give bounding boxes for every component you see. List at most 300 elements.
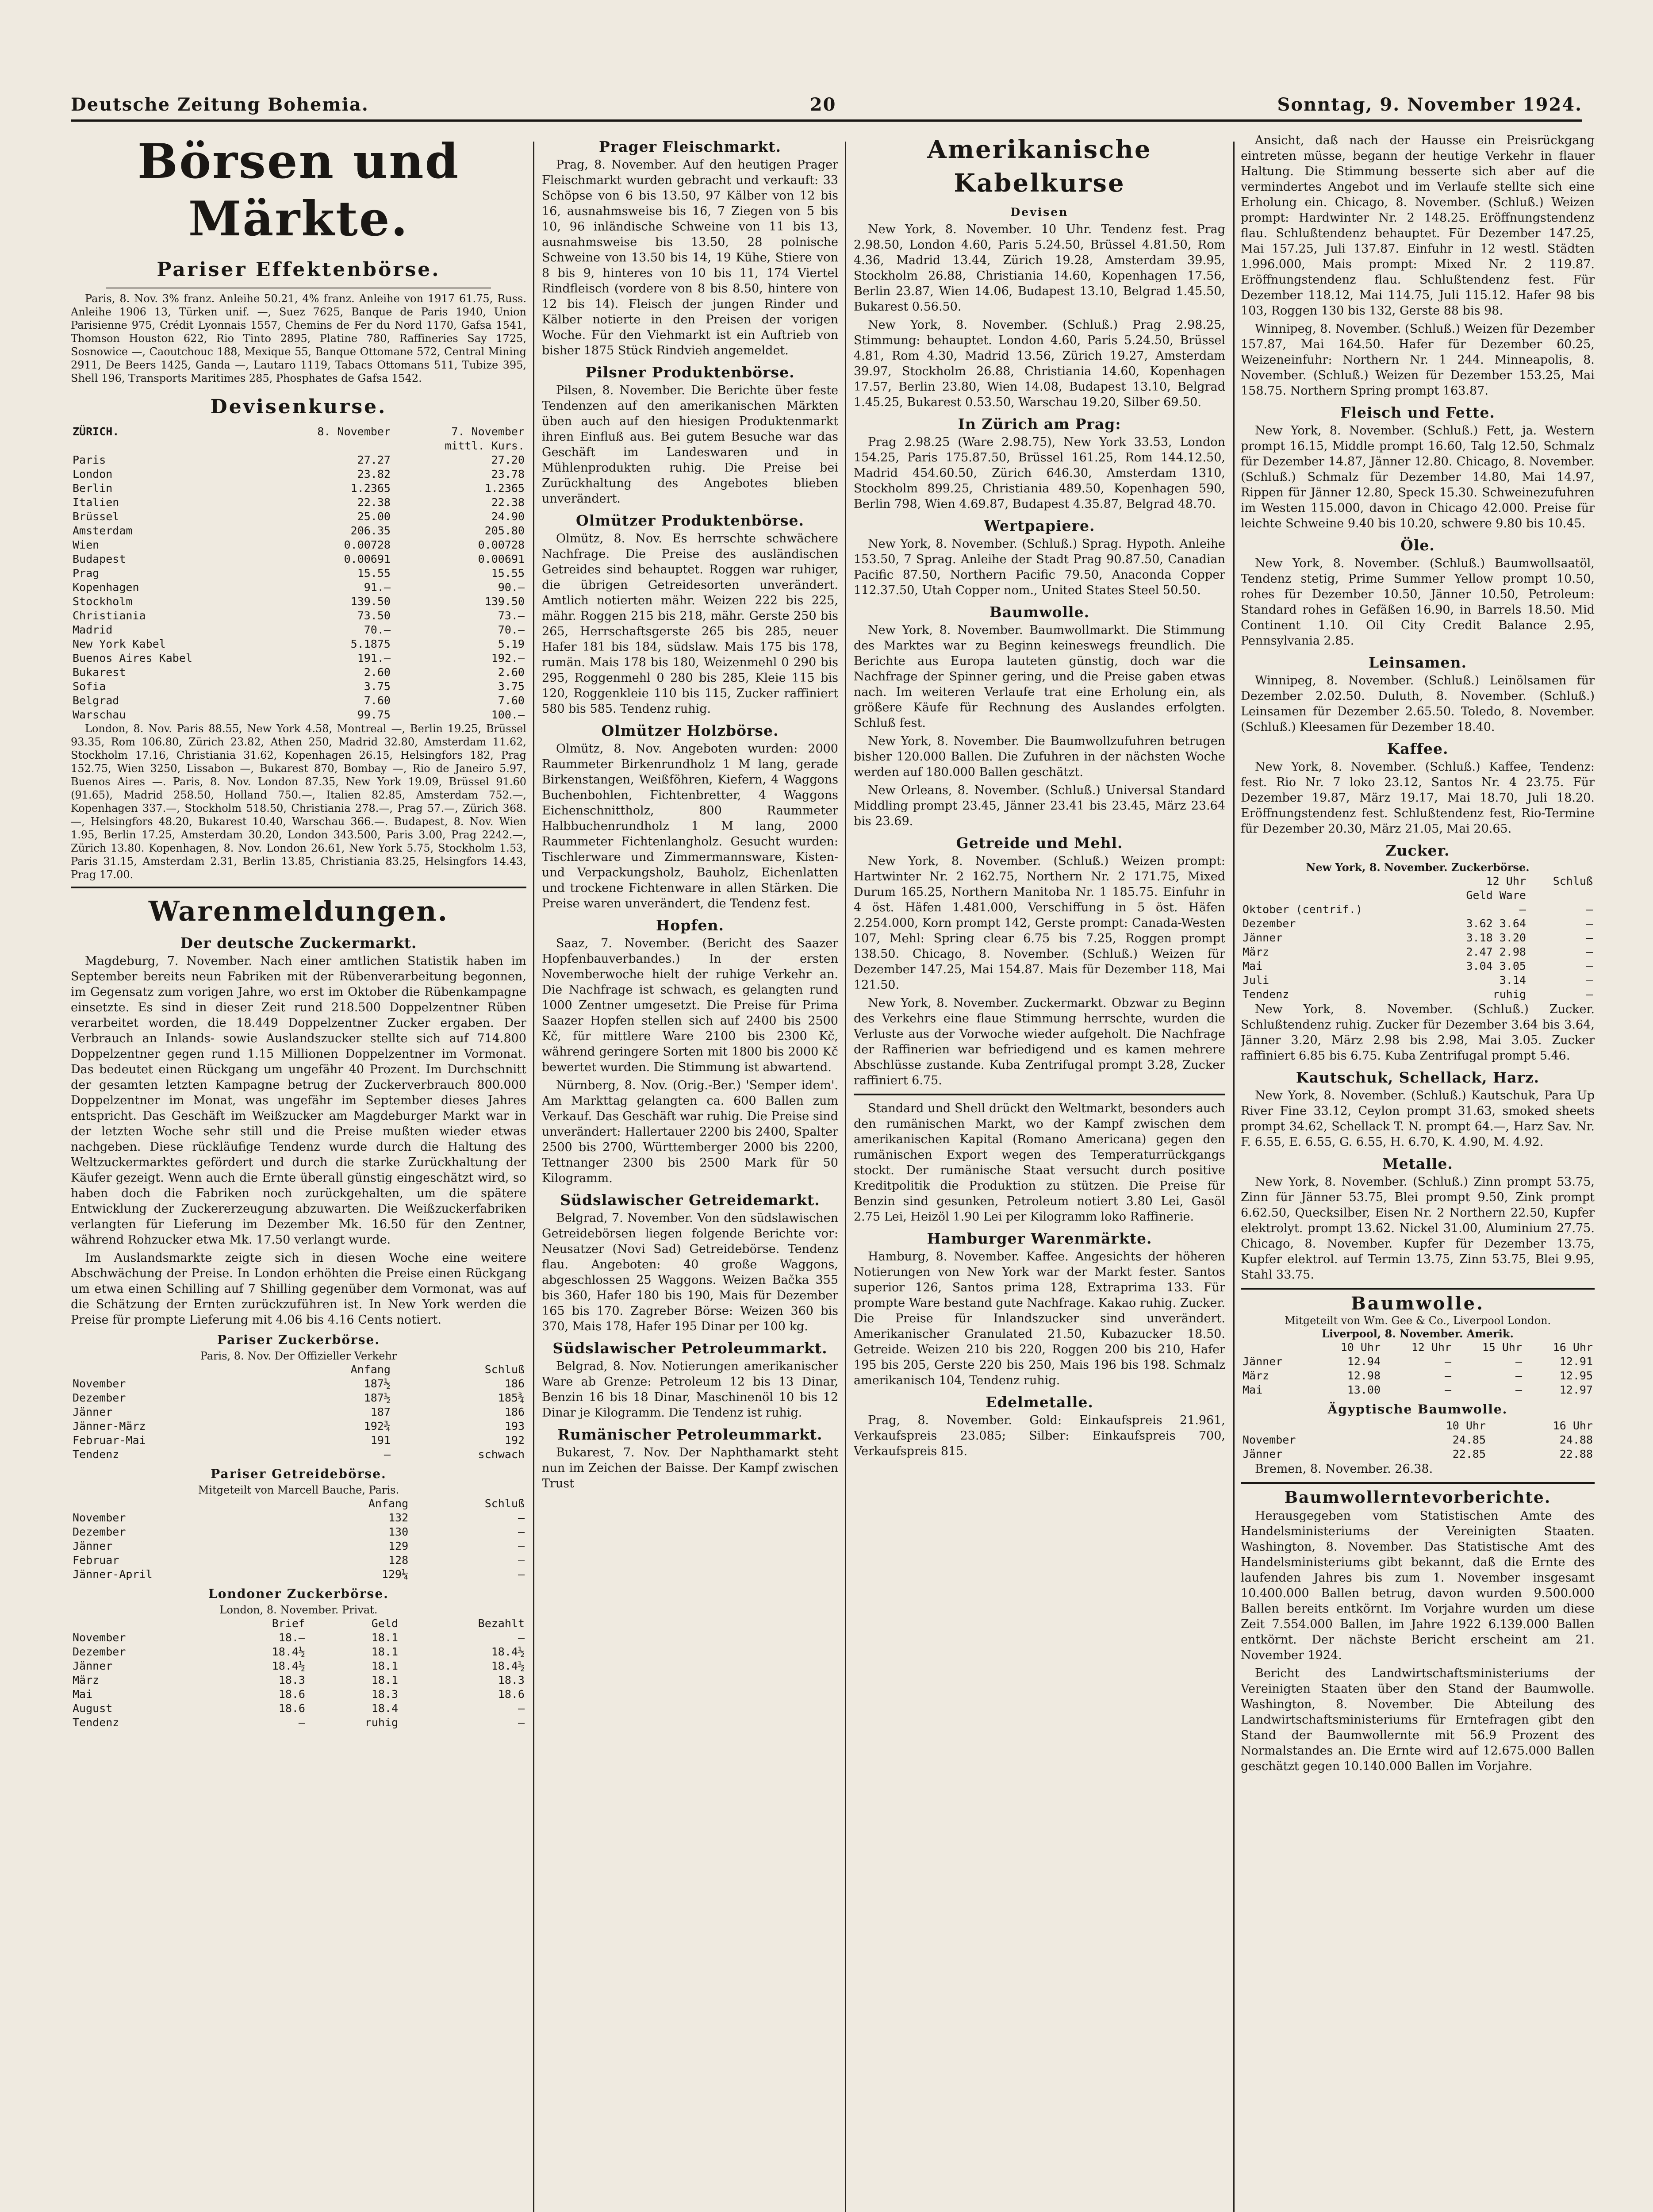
- aegyptische-table: [1241, 1419, 1595, 1461]
- table-cell: 130: [388, 1525, 409, 1538]
- table-cell: Mai: [73, 1688, 93, 1701]
- pariser-getreide-heading: Pariser Getreidebörse.: [211, 1467, 387, 1481]
- table-cell: London: [73, 468, 113, 480]
- fleischmarkt-text: Prag, 8. November. Auf den heutigen Prager Fleischmarkt wurden gebracht und verkauft: 33 Schöpse von 6 bis 13.50, 97 Kälber von 12 bis 16, ausnahmsweise bis 16, 7 Ziegen von 5 bis 10, 96 inländische Schweine von 11 bis 13, ausnahmsweise bis 13.50, 28 polnische Schweine von 13.50 bis 14, 19 Kühe, Stiere von 8 bis 9, hinteres von 10 bis 11, 174 Viertel Rindfleisch (vordere von 8 bis 8.50, hintere von 12 bis 14). Fleisch der jungen Rinder und Kälber notierte in den Preisen der vorigen Woche. Für den Viehmarkt ist ein Auftrieb von bisher 1875 Stück Rindvieh angemeldet.: [542, 158, 838, 357]
- leinsamen-heading: Leinsamen.: [1368, 654, 1467, 671]
- table-cell: Christiania: [73, 609, 146, 622]
- divider: [71, 887, 526, 888]
- liverpool-rows: [1241, 1355, 1595, 1397]
- lv-head-1: [1241, 1340, 1312, 1355]
- lz-head-3: Geld: [371, 1617, 399, 1630]
- londoner-zucker-heading: Londoner Zuckerbörse.: [208, 1586, 389, 1601]
- table-cell: Jänner: [1243, 1355, 1283, 1368]
- prag-text: Prag 2.98.25 (Ware 2.98.75), New York 33.53, London 154.25, Paris 175.87.50, Brüssel 161.25, Rom 144.12.50, Madrid 454.60.50, Zürich 646.30, Amsterdam 1310, Stockholm 899.25, Christiania 489.50, Kopenhagen 590, Berlin 798, Wien 4.69.87, Budapest 4.35.87, Belgrad 48.70.: [854, 435, 1225, 511]
- hamburg-text: Hamburg, 8. November. Kaffee. Angesichts der höheren Notierungen von New York war der Markt fester. Santos superior 126, Santos prima 128, Extraprima 133. Für prompte Ware bestand gute Nachfrage. Kakao ruhig. Zucker. Die Preise für Inlandszucker sind unverändert. Amerikanischer Granulated 21.50, Kubazucker 18.50. Getreide. Weizen 210 bis 220, Roggen 200 bis 210, Hafer 195 bis 205, Gerste 220 bis 250, Mais 196 bis 198. Schmalz amerikanisch 104, Tendenz ruhig.: [854, 1250, 1225, 1387]
- londoner-zucker-rows: [71, 1631, 526, 1730]
- table-row: [71, 1377, 526, 1391]
- table-row: [71, 1433, 526, 1448]
- table-cell: 18.4½: [491, 1659, 525, 1672]
- aegyptische-heading: Ägyptische Baumwolle.: [1327, 1402, 1508, 1417]
- baumwolle-text-2: New York, 8. November. Die Baumwollzufuhren betrugen bisher 120.000 Ballen. Die Zufuhren in der nächsten Woche werden auf 180.000 Ballen geschätzt.: [854, 734, 1225, 779]
- devisen-table: [71, 425, 526, 722]
- table-cell: 18.1: [371, 1674, 399, 1686]
- devisen-head-3: 7. November: [451, 425, 525, 438]
- section-title: Börsen und Märkte.: [137, 134, 460, 247]
- table-row: [1241, 945, 1595, 959]
- table-cell: 25.00: [357, 510, 391, 523]
- table-cell: Belgrad: [73, 694, 119, 707]
- table-cell: 22.38: [491, 496, 525, 509]
- table-cell: Warschau: [73, 708, 126, 721]
- olmuetz-text: Olmütz, 8. Nov. Es herrschte schwächere Nachfrage. Die Preise des ausländischen Getreides sind behauptet. Roggen war ruhiger, die übrigen Getreidesorten unverändert. Amtlich notierten mähr. Weizen 222 bis 225, mähr. Roggen 215 bis 218, mähr. Gerste 250 bis 265, Herrschaftsgerste 265 bis 285, neuer Hafer 181 bis 184, südslaw. Mais 175 bis 178, rumän. Mais 178 bis 180, Weizenmehl 0 290 bis 295, Roggenmehl 0 280 bis 285, Kleie 115 bis 120, Roggenkleie 110 bis 115, Zucker raffiniert 580 bis 585. Tendenz ruhig.: [542, 532, 838, 716]
- table-cell: Wien: [73, 538, 100, 551]
- table-cell: —: [1586, 988, 1593, 1001]
- lz-head-1: [71, 1617, 214, 1631]
- table-cell: Juli: [1243, 974, 1269, 987]
- table-row: [71, 1631, 526, 1645]
- oele-heading: Öle.: [1400, 537, 1435, 554]
- leinsamen-text: Winnipeg, 8. November. (Schluß.) Leinölsamen für Dezember 2.02.50. Duluth, 8. November. (Schluß.) Leinsamen für Dezember 2.65.50. Toledo, 8. November. (Schluß.) Kleesamen für Dezember 18.40.: [1241, 674, 1595, 734]
- getreidemarkt-heading: Südslawischer Getreidemarkt.: [560, 1191, 820, 1209]
- pariser-getreide-table: [71, 1497, 526, 1582]
- table-cell: ruhig: [1492, 988, 1526, 1001]
- table-cell: Mai: [1243, 960, 1263, 972]
- table-cell: Berlin: [73, 482, 113, 495]
- table-cell: —: [518, 1568, 525, 1581]
- table-cell: 7.60: [364, 694, 391, 707]
- table-cell: 186: [504, 1406, 525, 1418]
- table-cell: 18.6: [278, 1702, 305, 1715]
- table-cell: August: [73, 1702, 113, 1715]
- olmuetz-heading: Olmützer Produktenbörse.: [576, 512, 804, 529]
- winnipeg-text: Winnipeg, 8. November. (Schluß.) Weizen für Dezember 157.87, Mai 164.50. Hafer für Dezember 60.25, Weizeneinfuhr: Northern Nr. 1 244. Minneapolis, 8. November. (Schluß.) Weizen für Dezember 153.25, Mai 158.75. Northern Spring prompt 163.87.: [1241, 322, 1595, 398]
- table-cell: 18.1: [371, 1631, 399, 1644]
- pariser-zucker-sub: Paris, 8. Nov. Der Offizieller Verkehr: [200, 1350, 397, 1362]
- table-cell: 22.85: [1452, 1448, 1486, 1460]
- table-cell: Jänner-April: [73, 1568, 153, 1581]
- table-cell: 1.2365: [350, 482, 391, 495]
- kabelkurse-title: Amerikanische Kabelkurse: [927, 135, 1152, 198]
- table-cell: Jänner: [73, 1540, 113, 1552]
- table-cell: 192: [504, 1434, 525, 1447]
- ernte-heading: Baumwollerntevorberichte.: [1284, 1488, 1551, 1507]
- table-cell: Kopenhagen: [73, 581, 139, 594]
- table-cell: 12.98: [1347, 1369, 1381, 1382]
- table-cell: Februar-Mai: [73, 1434, 146, 1447]
- pariser-zucker-rows: [71, 1377, 526, 1462]
- table-row: [71, 1419, 526, 1433]
- table-cell: —: [1519, 903, 1526, 916]
- table-row: [71, 680, 526, 694]
- pz-head-1: [71, 1363, 276, 1377]
- baumwolle-heading: Baumwolle.: [989, 603, 1090, 621]
- table-cell: 0.00691: [478, 553, 525, 565]
- table-cell: November: [1243, 1433, 1296, 1446]
- petroleum-heading: Südslawischer Petroleummarkt.: [552, 1340, 828, 1357]
- table-cell: Jänner: [73, 1659, 113, 1672]
- table-row: [71, 1448, 526, 1462]
- table-cell: 18.1: [371, 1659, 399, 1672]
- table-cell: Tendenz: [73, 1448, 119, 1461]
- table-cell: —: [1515, 1383, 1522, 1396]
- table-cell: Jänner: [1243, 931, 1283, 944]
- table-cell: 0.00728: [344, 538, 391, 551]
- table-cell: Dezember: [73, 1525, 126, 1538]
- kaffee-heading: Kaffee.: [1387, 740, 1449, 757]
- table-cell: 139.50: [484, 595, 525, 608]
- table-cell: 0.00728: [478, 538, 525, 551]
- zt-head-3: Schluß: [1553, 875, 1593, 887]
- zucker-sub: New York, 8. November. Zuckerbörse.: [1306, 861, 1530, 874]
- table-row: [71, 481, 526, 495]
- londoner-zucker-table: [71, 1617, 526, 1730]
- table-cell: 5.1875: [350, 637, 391, 650]
- table-cell: 91.—: [364, 581, 391, 594]
- table-cell: —: [518, 1554, 525, 1567]
- page-number: 20: [809, 94, 836, 115]
- edelmetalle-text: Prag, 8. November. Gold: Einkaufspreis 21.961, Verkaufspreis 23.085; Silber: Einkaufspreis 700, Verkaufspreis 815.: [854, 1413, 1225, 1458]
- table-cell: 70.—: [364, 623, 391, 636]
- table-cell: —: [1444, 1369, 1451, 1382]
- pariser-getreide-sub: Mitgeteilt von Marcell Bauche, Paris.: [198, 1484, 399, 1496]
- table-row: [1241, 931, 1595, 945]
- table-cell: 129¼: [381, 1568, 409, 1581]
- table-cell: —: [1444, 1383, 1451, 1396]
- table-cell: Jänner-März: [73, 1420, 146, 1432]
- fleisch-fette-text: New York, 8. November. (Schluß.) Fett, ja. Western prompt 16.15, Middle prompt 16.60, Talg 12.50, Schmalz für Dezember 14.87, Jänner 12.80. Chicago, 8. November. (Schluß.) Schmalz für Dezember 14.80, Mai 14.97, Rippen für Jänner 12.80, Speck 15.30. Schweinezufuhren im Westen 115.000, davon in Chicago 42.000. Preise für leichte Schweine 9.40 bis 10.20, schwere 9.80 bis 10.45.: [1241, 424, 1595, 530]
- table-cell: ruhig: [364, 1716, 399, 1729]
- table-cell: —: [1586, 917, 1593, 930]
- ernte-text-2: Bericht des Landwirtschaftsministeriums der Vereinigten Staaten über den Stand der Baumwolle. Washington, 8. November. Die Abteilung des Landwirtschaftsministeriums für Erntefragen gibt den Stand der Baumwollernte mit 56.9 Prozent des Normalstandes an. Die Ernte wird auf 12.675.000 Ballen geschätzt gegen 10.140.000 Ballen im Vorjahre.: [1241, 1667, 1595, 1773]
- londoner-zucker-sub: London, 8. November. Privat.: [219, 1604, 378, 1616]
- table-cell: 73.—: [498, 609, 525, 622]
- table-row: [71, 580, 526, 595]
- zuckermarkt-heading: Der deutsche Zuckermarkt.: [180, 934, 417, 952]
- table-row: [71, 1567, 526, 1582]
- table-cell: —: [1586, 931, 1593, 944]
- masthead: Deutsche Zeitung Bohemia.: [71, 94, 369, 115]
- table-cell: 15.55: [491, 567, 525, 580]
- table-row: [71, 1511, 526, 1525]
- table-cell: 18.1: [371, 1645, 399, 1658]
- table-cell: 18.4½: [272, 1659, 305, 1672]
- lz-head-2: Brief: [272, 1617, 305, 1630]
- fleisch-fette-heading: Fleisch und Fette.: [1340, 404, 1495, 421]
- table-row: [71, 1391, 526, 1405]
- pariser-effekten-heading: Pariser Effektenbörse.: [157, 258, 441, 281]
- zucker-heading: Zucker.: [1385, 842, 1450, 859]
- table-row: [71, 495, 526, 510]
- table-row: [1241, 959, 1595, 973]
- ag-head-1: [1241, 1419, 1381, 1433]
- table-cell: 3.04 3.05: [1466, 960, 1526, 972]
- lz-head-4: Bezahlt: [478, 1617, 525, 1630]
- nuernberg-text: Nürnberg, 8. Nov. (Orig.-Ber.) 'Semper idem'. Am Markttag gelangten ca. 600 Ballen zum Verkauf. Das Geschäft war ruhig. Die Preise sind unverändert: Hallertauer 2200 bis 2400, Spalter 2500 bis 2700, Württemberger 2000 bis 2200, Tettnanger 2300 bis 2500 Mark für 50 Kilogramm.: [542, 1079, 838, 1185]
- pg-head-1: [71, 1497, 294, 1511]
- metalle-heading: Metalle.: [1382, 1155, 1453, 1172]
- table-row: [71, 665, 526, 680]
- pariser-getreide-rows: [71, 1511, 526, 1582]
- getreidemarkt-text: Belgrad, 7. November. Von den südslawischen Getreidebörsen liegen folgende Berichte vor: Neusatzer (Novi Sad) Getreidebörse. Tendenz flau. Angeboten: 40 große Waggons, abgeschlossen 25 Waggons. Weizen Bačka 355 bis 360, Hafer 180 bis 190, Mais für Dezember 165 bis 170. Zagreber Börse: Weizen 360 bis 370, Mais 178, Hafer 195 Dinar per 100 kg.: [542, 1211, 838, 1333]
- table-cell: 185¾: [498, 1391, 525, 1404]
- table-cell: 2.47 2.98: [1466, 945, 1526, 958]
- zuckermarkt-text: Magdeburg, 7. November. Nach einer amtlichen Statistik haben im September bereits neun Fabriken mit der Rübenverarbeitung begonnen, im Gegensatz zum vorigen Jahre, wo erst im Oktober die Rübenkampagne einsetzte. Es sind in dieser Zeit rund 218.500 Doppelzentner Rüben verarbeitet worden, die 18.449 Doppelzentner Zucker ergaben. Der Verbrauch an Inlands- sowie Auslandszucker stellte sich auf 714.800 Doppelzentner gegen rund 1.15 Millionen Doppelzentner im Vormonat. Das bedeutet einen Rückgang um ungefähr 40 Prozent. Im Durchschnitt der gesamten letzten Kampagne betrug der Zuckerverbrauch 800.000 Doppelzentner im Monat, was ungefähr im September dieses Jahres entspricht. Das Geschäft im Weißzucker am Magdeburger Markt war in der letzten Woche sehr still und die Preise mußten wieder etwas nachgeben. Diese rückläufige Tendenz wurde durch die Haltung des Weltzuckermarktes gefördert und durch die starke Zurückhaltung der Käufer gezeigt. Wenn auch die Ernte überall günstig eingeschätzt wird, so haben doch die Fabriken noch zurückgehalten, um die spätere Entwicklung der Zuckererzeugung abzuwarten. Die Weißzuckerfabriken verlangten für Lieferung im Dezember Mk. 16.50 für den Zentner, während Rohzucker etwa Mk. 17.50 verlangt wurde.: [71, 954, 526, 1247]
- bremen-text: Bremen, 8. November. 26.38.: [1255, 1462, 1433, 1476]
- table-cell: —: [1444, 1355, 1451, 1368]
- fleischmarkt-heading: Prager Fleischmarkt.: [599, 138, 781, 155]
- table-cell: —: [384, 1448, 391, 1461]
- table-cell: —: [1515, 1355, 1522, 1368]
- table-cell: —: [1515, 1369, 1522, 1382]
- table-row: [1241, 1369, 1595, 1383]
- table-cell: 18.3: [371, 1688, 399, 1701]
- column-rule: [533, 142, 534, 2212]
- ny-devisen-text-2: New York, 8. November. (Schluß.) Prag 2.98.25, Stimmung: behauptet. London 4.60, Paris 5.24.50, Brüssel 4.81, Rom 4.30, Madrid 13.56, Zürich 19.27, Amsterdam 39.97, Stockholm 26.88, Christiania 14.60, Kopenhagen 17.57, Berlin 23.80, Wien 14.08, Budapest 13.10, Belgrad 1.45.25, Bukarest 0.53.50, Warschau 19.20, Silber 69.50.: [854, 318, 1225, 409]
- getreide-text: New York, 8. November. (Schluß.) Weizen prompt: Hartwinter Nr. 2 162.75, Northern Nr. 2 171.75, Mixed Durum 165.25, Northern Manitoba Nr. 1 185.75. Einfuhr in 4 öst. Häfen 1.481.000, Verschiffung in 5 öst. Häfen 2.254.000, Korn prompt 142, Gerste prompt: Canada-Westen 107, Mehl: Spring clear 6.75 bis 7.25, Roggen prompt 138.50. Chicago, 8. November. (Schluß.) Weizen für Dezember 147.25, Mai 154.87. Mais für Dezember 118, Mai 121.50.: [854, 854, 1225, 992]
- table-cell: 3.62 3.64: [1466, 917, 1526, 930]
- chicago-text: Ansicht, daß nach der Hausse ein Preisrückgang eintreten müsse, begann der heutige Verkehr in flauer Haltung. Die Stimmung besserte sich aber auf die vermindertes Angebot und im Verlaufe stellte sich eine Erholung ein. Chicago, 8. November. (Schluß.) Weizen prompt: Hardwinter Nr. 2 148.25. Eröffnungstendenz flau. Schlußtendenz behauptet. Für Dezember 147.25, Mai 157.25, Juli 137.87. Einfuhr in 12 westl. Städten 1.996.000, Mais prompt: Mixed Nr. 2 119.87. Eröffnungstendenz flau. Schlußtendenz fest. Für Dezember 118.12, Mai 114.75, Juli 115.12. Hafer 98 bis 103, Roggen 130 bis 132, Gerste 88 bis 98.: [1241, 134, 1595, 318]
- table-cell: 18.4: [371, 1702, 399, 1715]
- liverpool-sub: Liverpool, 8. November. Amerik.: [1322, 1327, 1514, 1340]
- table-cell: 100.—: [491, 708, 525, 721]
- date-line: Sonntag, 9. November 1924.: [1277, 94, 1582, 115]
- table-cell: 3.18 3.20: [1466, 931, 1526, 944]
- ernte-text: Herausgegeben vom Statistischen Amte des Handelsministeriums der Vereinigten Staaten. Washington, 8. November. Das Statistische Amt des Handelsministeriums gibt bekannt, daß die Ernte des laufenden Jahres bis zum 1. November insgesamt 10.400.000 Ballen betrug, davon wurden 9.500.000 Ballen bereits entkörnt. Im Vorjahre wurden um diese Zeit 7.554.000 Ballen, im Jahre 1922 6.139.000 Ballen entkörnt. Der nächste Bericht erscheint am 21. November 1924.: [1241, 1509, 1595, 1662]
- devisenkurse-heading: Devisenkurse.: [210, 396, 387, 418]
- ny-devisen-text: New York, 8. November. 10 Uhr. Tendenz fest. Prag 2.98.50, London 4.60, Paris 5.24.50, Brüssel 4.81.50, Rom 4.36, Madrid 13.44, Zürich 19.28, Amsterdam 39.95, Stockholm 26.88, Christiania 14.60, Kopenhagen 17.56, Berlin 23.87, Wien 14.06, Budapest 13.10, Belgrad 1.45.50, Bukarest 0.56.50.: [854, 223, 1225, 314]
- pilsen-text: Pilsen, 8. November. Die Berichte über feste Tendenzen auf den amerikanischen Märkten üben auch auf den hiesigen Produktenmarkt ihren Einfluß aus. Bei gutem Besuche war das Geschäft im Landeswaren und in Mühlenprodukten ruhig. Die Preise bei Zurückhaltung des Angebotes blieben unverändert.: [542, 384, 838, 506]
- table-cell: —: [298, 1716, 305, 1729]
- table-row: [71, 1539, 526, 1553]
- table-cell: —: [1586, 945, 1593, 958]
- table-cell: 12.91: [1559, 1355, 1593, 1368]
- table-cell: Amsterdam: [73, 524, 133, 537]
- table-row: [1241, 1383, 1595, 1397]
- devisen-label: Devisen: [1010, 206, 1069, 219]
- table-cell: 186: [504, 1377, 525, 1390]
- table-cell: 18.—: [278, 1631, 305, 1644]
- divider: [854, 1094, 1225, 1095]
- table-row: [71, 1673, 526, 1687]
- table-cell: 13.00: [1347, 1383, 1381, 1396]
- holzboerse-heading: Olmützer Holzbörse.: [601, 722, 779, 739]
- table-cell: 128: [388, 1554, 409, 1567]
- table-cell: 24.90: [491, 510, 525, 523]
- table-row: [71, 524, 526, 538]
- table-cell: Brüssel: [73, 510, 119, 523]
- table-row: [71, 1659, 526, 1673]
- table-cell: Jänner: [73, 1406, 113, 1418]
- table-cell: Prag: [73, 567, 100, 580]
- table-cell: 139.50: [350, 595, 391, 608]
- table-cell: 3.75: [498, 680, 525, 693]
- table-cell: New York Kabel: [73, 637, 166, 650]
- table-cell: 206.35: [350, 524, 391, 537]
- table-cell: Tendenz: [1243, 988, 1289, 1001]
- table-cell: 12.95: [1559, 1369, 1593, 1382]
- table-cell: 18.3: [278, 1674, 305, 1686]
- table-row: [71, 609, 526, 623]
- table-cell: 24.85: [1452, 1433, 1486, 1446]
- header-rule: [71, 119, 1582, 122]
- table-cell: Italien: [73, 496, 119, 509]
- table-cell: 23.82: [357, 468, 391, 480]
- table-cell: 193: [504, 1420, 525, 1432]
- table-row: [1241, 987, 1595, 1002]
- table-cell: 99.75: [357, 708, 391, 721]
- table-cell: —: [518, 1631, 525, 1644]
- table-cell: —: [1586, 974, 1593, 987]
- petroleum-continued-text: Standard und Shell drückt den Weltmarkt, besonders auch den rumänischen Markt, wo der Kampf zwischen dem amerikanischen Kapital (Romano Americana) gegen den rumänischen Export wegen des Temperaturrückgangs stockt. Der rumänische Staat versucht durch positive Kreditpolitik die Produktion zu stützen. Die Preise für Benzin sind gesunken, Petroleum notiert 3.80 Lei, Gasöl 2.75 Lei, Heizöl 1.90 Lei per Kilogramm loko Raffinerie.: [854, 1102, 1225, 1224]
- aegyptische-rows: [1241, 1433, 1595, 1461]
- table-cell: 15.55: [357, 567, 391, 580]
- table-row: [71, 1405, 526, 1419]
- column-rule: [1233, 142, 1235, 2212]
- edelmetalle-heading: Edelmetalle.: [986, 1394, 1093, 1411]
- table-cell: November: [73, 1377, 126, 1390]
- pz-head-3: Schluß: [484, 1363, 525, 1376]
- pg-head-2: Anfang: [368, 1497, 409, 1510]
- table-row: [71, 566, 526, 580]
- table-row: [1241, 973, 1595, 987]
- table-row: [71, 708, 526, 722]
- table-cell: —: [518, 1540, 525, 1552]
- devisen-head-2: 8. November: [317, 425, 391, 438]
- ag-head-2: 10 Uhr: [1446, 1419, 1486, 1432]
- table-cell: 191: [370, 1434, 391, 1447]
- table-row: [71, 538, 526, 552]
- wertpapiere-heading: Wertpapiere.: [984, 517, 1095, 534]
- table-row: [71, 1716, 526, 1730]
- table-cell: Bukarest: [73, 666, 126, 679]
- getreide-heading: Getreide und Mehl.: [956, 834, 1123, 852]
- table-cell: 70.—: [498, 623, 525, 636]
- table-cell: Dezember: [1243, 917, 1296, 930]
- table-cell: 191.—: [357, 652, 391, 664]
- table-cell: Februar: [73, 1554, 119, 1567]
- rum-petroleum-text: Bukarest, 7. Nov. Der Naphthamarkt steht nun im Zeichen der Baisse. Der Kampf zwischen Trust: [542, 1446, 838, 1490]
- table-cell: —: [518, 1511, 525, 1524]
- wertpapiere-text: New York, 8. November. (Schluß.) Sprag. Hypoth. Anleihe 153.50, 7 Sprag. Anleihe der Stadt Prag 90.87.50, Canadian Pacific 87.50, Northern Pacific 79.50, Anaconda Copper 112.37.50, Utah Copper nom., United States Steel 50.50.: [854, 537, 1225, 597]
- devisen-text: London, 8. Nov. Paris 88.55, New York 4.58, Montreal —, Berlin 19.25, Brüssel 93.35, Rom 106.80, Zürich 23.82, Athen 250, Madrid 32.80, Amsterdam 11.62, Stockholm 17.16, Christiania 31.62, Kopenhagen 26.15, Helsingfors 182, Prag 152.75, Wien 3250, Lissabon —, Bukarest 870, Bombay —, Rio de Janeiro 5.97, Buenos Aires —. Paris, 8. Nov. London 87.35, New York 19.09, Brüssel 91.60 (91.65), Madrid 258.50, Holland 750.—, Italien 82.85, Amsterdam 752.—, Kopenhagen 337.—, Stockholm 518.50, Christiania 278.—, Prag 57.—, Zürich 368.—, Helsingfors 48.20, Bukarest 10.40, Warschau 366.—. Budapest, 8. Nov. Wien 1.95, Berlin 17.25, Amsterdam 30.20, London 343.500, Paris 3.00, Prag 2242.—, Zürich 13.80. Kopenhagen, 8. Nov. London 26.61, New York 5.75, Stockholm 1.53, Paris 31.15, Amsterdam 2.31, Berlin 13.85, Christiania 83.25, Helsingfors 14.43, Prag 17.00.: [71, 722, 526, 881]
- table-row: [71, 1687, 526, 1701]
- petroleum-text: Belgrad, 8. Nov. Notierungen amerikanischer Ware ab Grenze: Petroleum 12 bis 13 Dinar, Benzin 16 bis 18 Dinar, Maschinenöl 10 bis 12 Dinar je Kilogramm. Die Tendenz ist ruhig.: [542, 1359, 838, 1420]
- devisen-subhead: mittl. Kurs.: [445, 439, 525, 452]
- metalle-text: New York, 8. November. (Schluß.) Zinn prompt 53.75, Zinn für Jänner 53.75, Blei prompt 9.50, Zink prompt 6.62.50, Quecksilber, Eisen Nr. 2 Northern 22.50, Kupfer elektrolyt. prompt 13.62. Nickel 31.00, Aluminium 27.75. Chicago, 8. November. Kupfer für Dezember 13.75, Kupfer elektrol. auf Termin 13.75, Zinn 53.75, Blei 9.95, Stahl 33.75.: [1241, 1175, 1595, 1282]
- table-row: [71, 595, 526, 609]
- column-2: [542, 133, 838, 2212]
- table-cell: 192¾: [364, 1420, 391, 1432]
- table-cell: 132: [388, 1511, 409, 1524]
- column-1: [71, 133, 526, 2212]
- table-row: [1241, 917, 1595, 931]
- table-cell: 27.20: [491, 453, 525, 466]
- table-row: [71, 510, 526, 524]
- table-cell: —: [518, 1716, 525, 1729]
- rum-petroleum-heading: Rumänischer Petroleummarkt.: [557, 1426, 823, 1443]
- baumwolle-text: New York, 8. November. Baumwollmarkt. Die Stimmung des Marktes war zu Beginn keineswegs freundlich. Die Berichte aus Europa lauteten günstig, doch war die Nachfrage der Spinner gering, und die Preise gaben etwas nach. Im weiteren Verlaufe trat eine Erholung ein, als größere Käufe für Rechnung des Auslandes erfolgten. Schluß fest.: [854, 623, 1225, 730]
- divider: [1241, 1482, 1595, 1484]
- table-row: [1241, 1355, 1595, 1369]
- pz-head-2: Anfang: [350, 1363, 391, 1376]
- oele-text: New York, 8. November. (Schluß.) Baumwollsaatöl, Tendenz stetig, Prime Summer Yellow prompt 10.50, rohes für Dezember 10.50, Jänner 10.50, Petroleum: Standard rohes in Gefäßen 16.90, in Barrels 18.50. Mid Continent 1.10. Oil City Credit Balance 2.95, Pennsylvania 2.85.: [1241, 557, 1595, 648]
- ag-head-3: 16 Uhr: [1553, 1419, 1593, 1432]
- pariser-zucker-heading: Pariser Zuckerbörse.: [217, 1333, 380, 1347]
- table-cell: —: [1586, 903, 1593, 916]
- table-cell: 18.4½: [491, 1645, 525, 1658]
- table-cell: 2.60: [364, 666, 391, 679]
- table-row: [71, 651, 526, 665]
- table-cell: 187½: [364, 1377, 391, 1390]
- table-cell: November: [73, 1511, 126, 1524]
- table-cell: 129: [388, 1540, 409, 1552]
- lv-head-5: 16 Uhr: [1553, 1341, 1593, 1354]
- zt-head-1: [1241, 874, 1431, 888]
- table-cell: Mai: [1243, 1383, 1263, 1396]
- table-cell: 1.2365: [484, 482, 525, 495]
- table-cell: Sofia: [73, 680, 106, 693]
- table-row: [71, 1525, 526, 1539]
- table-cell: Paris: [73, 453, 106, 466]
- zt-head-2: 12 Uhr: [1486, 875, 1526, 887]
- baumwolle-box-sub: Mitgeteilt von Wm. Gee & Co., Liverpool London.: [1284, 1314, 1551, 1327]
- table-cell: 18.6: [278, 1688, 305, 1701]
- table-cell: 18.3: [498, 1674, 525, 1686]
- hopfen-heading: Hopfen.: [656, 917, 724, 934]
- prag-heading: In Zürich am Prag:: [958, 415, 1121, 433]
- table-cell: 18.4½: [272, 1645, 305, 1658]
- table-row: [71, 1553, 526, 1567]
- table-cell: Budapest: [73, 553, 126, 565]
- table-cell: 205.80: [484, 524, 525, 537]
- table-cell: 12.97: [1559, 1383, 1593, 1396]
- table-cell: 22.38: [357, 496, 391, 509]
- kautschuk-heading: Kautschuk, Schellack, Harz.: [1296, 1069, 1540, 1086]
- zt-head-geld-ware: Geld Ware: [1466, 889, 1526, 902]
- effekten-text: Paris, 8. Nov. 3% franz. Anleihe 50.21, 4% franz. Anleihe von 1917 61.75, Russ. Anleihe 1906 13, Türken unif. —, Suez 7625, Banque de Paris 1940, Union Parisienne 975, Crédit Lyonnais 1557, Chemins de Fer du Nord 1170, Gafsa 1541, Thomson Houston 622, Rio Tinto 2895, Platine 780, Raffineries Say 1725, Sosnowice —, Caoutchouc 188, Mexique 55, Banque Ottomane 572, Central Mining 2911, De Beers 1425, Ganda —, Lautaro 1119, Tabacs Ottomans 511, Tubize 395, Shell 196, Transports Maritimes 285, Phosphates de Gafsa 1542.: [71, 292, 526, 384]
- column-3: [854, 133, 1225, 2212]
- table-row: [1241, 1433, 1595, 1447]
- baumwolle-box-heading: Baumwolle.: [1350, 1293, 1484, 1314]
- table-row: [71, 467, 526, 481]
- hamburg-heading: Hamburger Warenmärkte.: [927, 1230, 1152, 1247]
- table-cell: November: [73, 1631, 126, 1644]
- lv-head-3: 12 Uhr: [1411, 1341, 1451, 1354]
- table-cell: 3.14: [1499, 974, 1526, 987]
- new-orleans-text: New Orleans, 8. November. (Schluß.) Universal Standard Middling prompt 23.45, Jänner 23.41 bis 23.45, März 23.64 bis 23.69.: [854, 783, 1225, 828]
- page-header: [71, 88, 1582, 115]
- table-cell: März: [1243, 1369, 1269, 1382]
- table-cell: Tendenz: [73, 1716, 119, 1729]
- pilsen-heading: Pilsner Produktenbörse.: [585, 364, 795, 381]
- table-cell: 12.94: [1347, 1355, 1381, 1368]
- table-cell: Oktober (centrif.): [1243, 903, 1362, 916]
- table-cell: Dezember: [73, 1645, 126, 1658]
- zucker-text: New York, 8. November. Zuckermarkt. Obzwar zu Beginn des Verkehrs eine flaue Stimmung herrschte, wurden die Verluste aus der Vorwoche wieder aufgeholt. Die Nachfrage der Raffinerien war befriedigend und es kamen mehrere Abschlüsse zustande. Kuba Zentrifugal prompt 3.28, Zucker raffiniert 6.75.: [854, 996, 1225, 1087]
- zucker-table: [1241, 874, 1595, 1002]
- table-cell: —: [1586, 960, 1593, 972]
- table-row: [71, 453, 526, 467]
- table-cell: 187½: [364, 1391, 391, 1404]
- table-cell: 192.—: [491, 652, 525, 664]
- column-4: [1241, 133, 1595, 2212]
- pg-head-3: Schluß: [484, 1497, 525, 1510]
- column-rule: [845, 142, 846, 2212]
- table-cell: 27.27: [357, 453, 391, 466]
- table-cell: 2.60: [498, 666, 525, 679]
- table-cell: 0.00691: [344, 553, 391, 565]
- lv-head-4: 15 Uhr: [1482, 1341, 1522, 1354]
